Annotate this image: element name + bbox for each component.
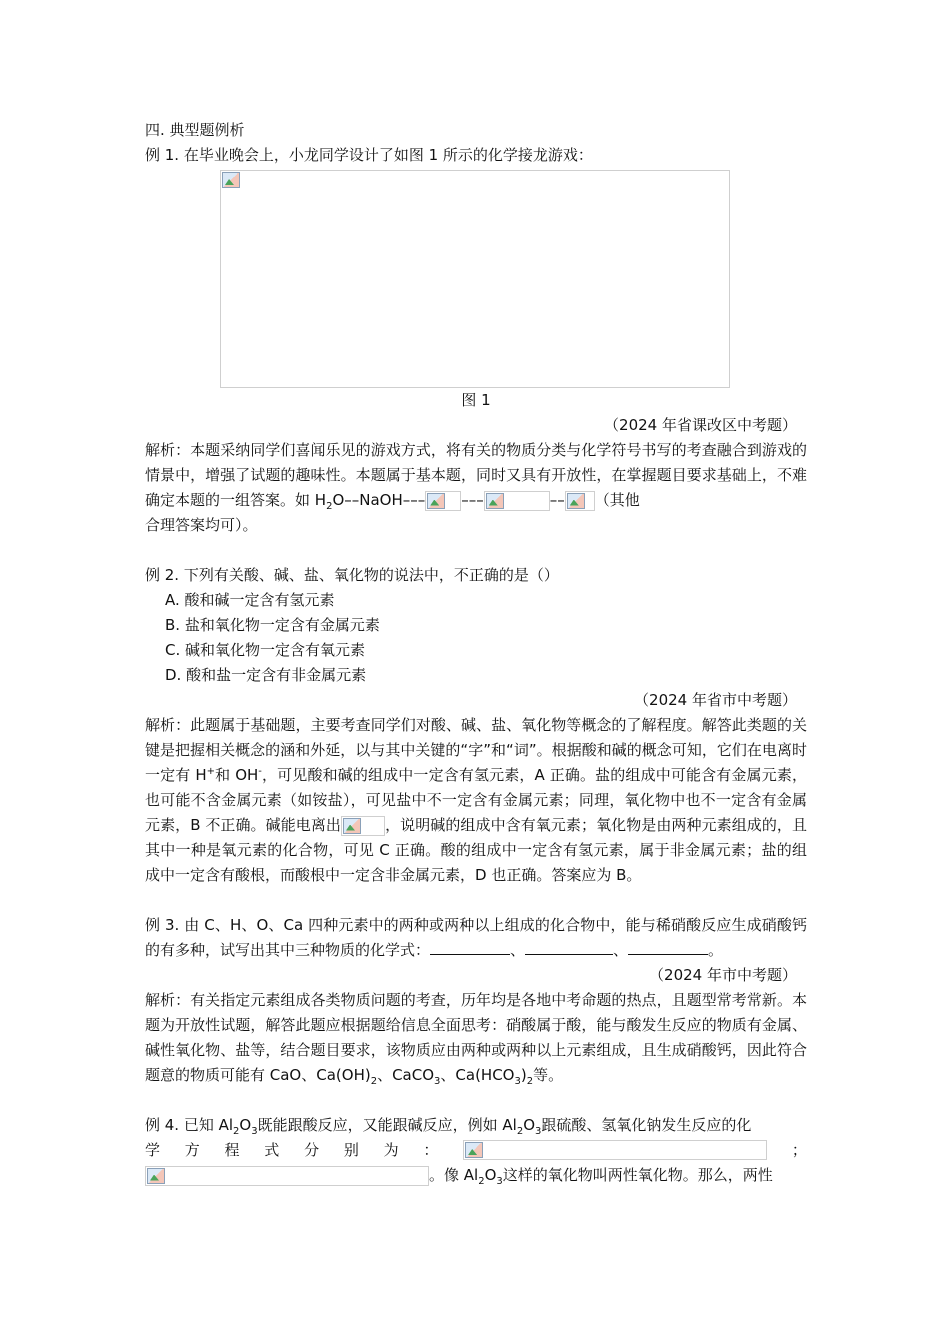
broken-image-icon bbox=[427, 493, 445, 509]
example-4-line-2: 学 方 程 式 分 别 为 ： ； bbox=[145, 1141, 807, 1159]
example-4-line-3: 。像 $Al_2O_3$这样的氧化物叫两性氧化物。那么，两性 bbox=[145, 1163, 807, 1188]
broken-image-icon bbox=[486, 493, 504, 509]
section-title: 四. 典型题例析 bbox=[145, 121, 245, 139]
example-1-stem: 例 1. 在毕业晚会上，小龙同学设计了如图 1 所示的化学接龙游戏： bbox=[145, 146, 593, 164]
broken-image-icon bbox=[147, 1168, 165, 1184]
equation-image-1 bbox=[463, 1140, 767, 1160]
broken-image-icon bbox=[465, 1142, 483, 1158]
broken-image-icon bbox=[567, 493, 585, 509]
equation-image-2 bbox=[145, 1166, 429, 1186]
option-c: C. 碱和氧化物一定含有氧元素 bbox=[165, 641, 366, 659]
broken-image-icon bbox=[222, 172, 240, 188]
inline-image-3 bbox=[565, 491, 595, 511]
answer-blank-3[interactable] bbox=[628, 940, 708, 955]
example-3-analysis: 解析：有关指定元素组成各类物质问题的考查，历年均是各地中考命题的热点，且题型常考常新。本题为开放性试题，解答此题应根据题给信息全面思考：硝酸属于酸，能与酸发生反应的物质有金属、碱性氧化物、盐等，结合题目要求，该物质应由两种或两种以上元素组成，且生成硝酸钙，因此符合题意的物质可能有 CaO、$Ca(OH)_2$、CaCO$_3$、$Ca(HCO_3)_2$等。 bbox=[145, 991, 807, 1087]
broken-image-icon bbox=[343, 818, 361, 834]
figure-1-caption: 图 1 bbox=[461, 391, 491, 409]
inline-image-oh bbox=[341, 816, 385, 836]
example-3-stem: 例 3. 由 C、H、O、Ca 四种元素中的两种或两种以上组成的化合物中，能与稀硝酸反应生成硝酸钙的有多种，试写出其中三种物质的化学式： 、 、 。 bbox=[145, 916, 807, 959]
example-1-source: （2024 年省课改区中考题） bbox=[604, 416, 797, 434]
option-b: B. 盐和氧化物一定含有金属元素 bbox=[165, 616, 380, 634]
option-d: D. 酸和盐一定含有非金属元素 bbox=[165, 666, 367, 684]
inline-image-1 bbox=[425, 491, 461, 511]
answer-blank-1[interactable] bbox=[430, 940, 510, 955]
example-2-stem: 例 2. 下列有关酸、碱、盐、氧化物的说法中，不正确的是（） bbox=[145, 566, 559, 584]
example-2-source: （2024 年省市中考题） bbox=[634, 691, 797, 709]
answer-blank-2[interactable] bbox=[525, 940, 613, 955]
document-page bbox=[145, 118, 807, 1188]
inline-image-2 bbox=[484, 491, 550, 511]
option-a: A. 酸和碱一定含有氢元素 bbox=[165, 591, 335, 609]
example-4-line-1: 例 4. 已知 $Al_2O_3$既能跟酸反应，又能跟碱反应，例如 $Al_2O_3$跟硫酸、氢氧化钠发生反应的化 bbox=[145, 1116, 752, 1137]
example-3-source: （2024 年市中考题） bbox=[649, 966, 797, 984]
example-1-analysis: 解析：本题采纳同学们喜闻乐见的游戏方式，将有关的物质分类与化学符号书写的考查融合到游戏的情景中，增强了试题的趣味性。本题属于基本题，同时又具有开放性，在掌握题目要求基础上，不难确定本题的一组答案。如 $H_2O--NaOH---$ ––– –– （其他 合理答案均可）。 bbox=[145, 441, 807, 534]
example-2-analysis: 解析：此题属于基础题，主要考查同学们对酸、碱、盐、氧化物等概念的了解程度。解答此类题的关键是把握相关概念的涵和外延，以与其中关键的“字”和“词”。根据酸和碱的概念可知，它们在电离时一定有 H+和 OH-，可见酸和碱的组成中一定含有氢元素，A 正确。盐的组成中可能含有金属元素，也可能不含金属元素（如铵盐），可见盐中不一定含有金属元素；同理，氧化物中也不一定含有金属元素，B 不正确。碱能电离出 ，说明碱的组成中含有氧元素；氧化物是由两种元素组成的，且其中一种是氧元素的化合物，可见 C 正确。酸的组成中一定含有氢元素，属于非金属元素；盐的组成中一定含有酸根，而酸根中一定含非金属元素，D 也正确。答案应为 B。 bbox=[145, 716, 807, 884]
figure-1-image bbox=[220, 170, 730, 388]
